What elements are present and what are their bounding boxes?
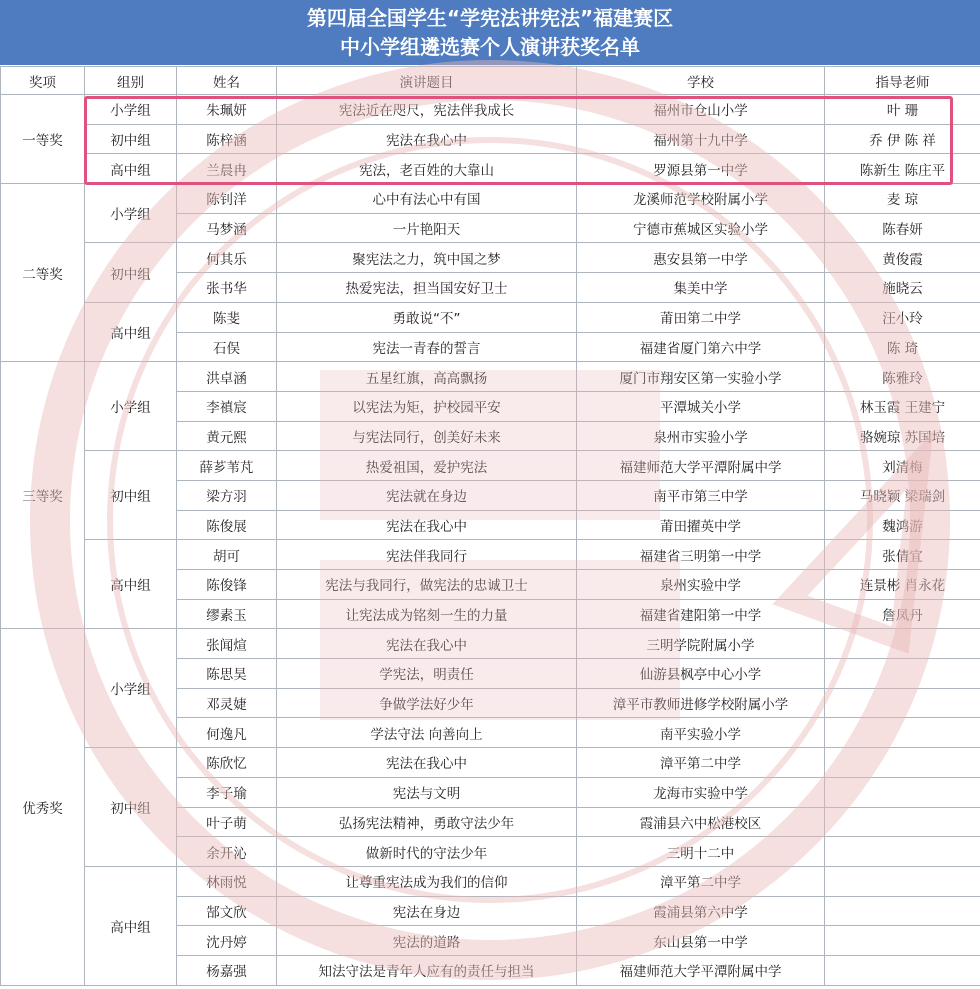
table-row [1, 124, 980, 154]
teacher-cell [825, 807, 980, 837]
teacher-cell [825, 748, 980, 778]
school-cell: 集美中学 [577, 273, 825, 303]
teacher-cell [825, 718, 980, 748]
teacher-cell: 连景彬 肖永花 [825, 570, 980, 600]
school-cell: 宁德市蕉城区实验小学 [577, 213, 825, 243]
name-cell: 陈斐 [177, 302, 277, 332]
name-cell: 陈梓涵 [177, 124, 277, 154]
school-cell: 福建师范大学平潭附属中学 [577, 955, 825, 985]
school-cell: 漳平第二中学 [577, 748, 825, 778]
group-cell: 初中组 [85, 451, 177, 540]
teacher-cell: 黄俊霞 [825, 243, 980, 273]
teacher-cell [825, 629, 980, 659]
name-cell: 马梦涵 [177, 213, 277, 243]
teacher-cell [825, 896, 980, 926]
table-row [1, 95, 980, 125]
school-cell: 龙溪师范学校附属小学 [577, 184, 825, 214]
header-teacher: 指导老师 [825, 67, 980, 95]
group-cell: 小学组 [85, 184, 177, 243]
name-cell: 陈俊展 [177, 510, 277, 540]
school-cell: 霞浦县六中松港校区 [577, 807, 825, 837]
topic-cell: 宪法伴我同行 [277, 540, 577, 570]
name-cell: 陈欣忆 [177, 748, 277, 778]
topic-cell: 知法守法是青年人应有的责任与担当 [277, 955, 577, 985]
topic-cell: 以宪法为矩，护校园平安 [277, 391, 577, 421]
topic-cell: 心中有法心中有国 [277, 184, 577, 214]
header-award: 奖项 [1, 67, 85, 95]
name-cell: 何其乐 [177, 243, 277, 273]
topic-cell: 聚宪法之力，筑中国之梦 [277, 243, 577, 273]
topic-cell: 勇敢说“不” [277, 302, 577, 332]
table-row [1, 243, 980, 273]
teacher-cell: 陈春妍 [825, 213, 980, 243]
topic-cell: 一片艳阳天 [277, 213, 577, 243]
teacher-cell [825, 777, 980, 807]
topic-cell: 让尊重宪法成为我们的信仰 [277, 866, 577, 896]
topic-cell: 宪法在我心中 [277, 510, 577, 540]
school-cell: 仙游县枫亭中心小学 [577, 659, 825, 689]
topic-cell: 宪法的道路 [277, 926, 577, 956]
name-cell: 胡可 [177, 540, 277, 570]
name-cell: 黄元熙 [177, 421, 277, 451]
school-cell: 福建省建阳第一中学 [577, 599, 825, 629]
school-cell: 霞浦县第六中学 [577, 896, 825, 926]
table-row [1, 629, 980, 659]
group-cell: 高中组 [85, 154, 177, 184]
table-row [1, 866, 980, 896]
topic-cell: 让宪法成为铭刻一生的力量 [277, 599, 577, 629]
name-cell: 李子瑜 [177, 777, 277, 807]
name-cell: 陈钊洋 [177, 184, 277, 214]
header-group: 组别 [85, 67, 177, 95]
group-cell: 小学组 [85, 95, 177, 125]
topic-cell: 与宪法同行，创美好未来 [277, 421, 577, 451]
name-cell: 沈丹婷 [177, 926, 277, 956]
topic-cell: 热爱宪法，担当国安好卫士 [277, 273, 577, 303]
teacher-cell: 陈新生 陈庄平 [825, 154, 980, 184]
table-header-row [1, 67, 980, 95]
page-title-line2: 中小学组遴选赛个人演讲获奖名单 [340, 35, 640, 59]
group-cell: 初中组 [85, 243, 177, 302]
school-cell: 泉州实验中学 [577, 570, 825, 600]
topic-cell: 争做学法好少年 [277, 688, 577, 718]
teacher-cell: 乔 伊 陈 祥 [825, 124, 980, 154]
award-cell: 二等奖 [1, 184, 85, 362]
name-cell: 叶子萌 [177, 807, 277, 837]
teacher-cell [825, 866, 980, 896]
topic-cell: 学宪法，明责任 [277, 659, 577, 689]
school-cell: 东山县第一中学 [577, 926, 825, 956]
teacher-cell: 陈 琦 [825, 332, 980, 362]
teacher-cell [825, 837, 980, 867]
teacher-cell: 马晓颖 梁瑞剑 [825, 480, 980, 510]
name-cell: 洪卓涵 [177, 362, 277, 392]
name-cell: 陈俊锋 [177, 570, 277, 600]
table-row [1, 748, 980, 778]
school-cell: 罗源县第一中学 [577, 154, 825, 184]
group-cell: 小学组 [85, 629, 177, 748]
school-cell: 惠安县第一中学 [577, 243, 825, 273]
header-topic: 演讲题目 [277, 67, 577, 95]
name-cell: 杨嘉强 [177, 955, 277, 985]
page-title-banner [0, 0, 980, 65]
topic-cell: 宪法一青春的誓言 [277, 332, 577, 362]
group-cell: 初中组 [85, 748, 177, 867]
topic-cell: 宪法在我心中 [277, 748, 577, 778]
award-cell: 三等奖 [1, 362, 85, 629]
teacher-cell [825, 926, 980, 956]
topic-cell: 学法守法 向善向上 [277, 718, 577, 748]
name-cell: 缪素玉 [177, 599, 277, 629]
group-cell: 高中组 [85, 540, 177, 629]
name-cell: 郜文欣 [177, 896, 277, 926]
name-cell: 石俣 [177, 332, 277, 362]
group-cell: 小学组 [85, 362, 177, 451]
group-cell: 高中组 [85, 866, 177, 985]
teacher-cell: 叶 珊 [825, 95, 980, 125]
table-row [1, 540, 980, 570]
teacher-cell: 刘清梅 [825, 451, 980, 481]
school-cell: 三明十二中 [577, 837, 825, 867]
topic-cell: 宪法，老百姓的大靠山 [277, 154, 577, 184]
table-row [1, 302, 980, 332]
name-cell: 余开沁 [177, 837, 277, 867]
name-cell: 邓灵婕 [177, 688, 277, 718]
school-cell: 龙海市实验中学 [577, 777, 825, 807]
name-cell: 兰晨冉 [177, 154, 277, 184]
teacher-cell [825, 659, 980, 689]
table-row [1, 154, 980, 184]
school-cell: 南平实验小学 [577, 718, 825, 748]
topic-cell: 弘扬宪法精神，勇敢守法少年 [277, 807, 577, 837]
school-cell: 莆田第二中学 [577, 302, 825, 332]
teacher-cell: 张倩宜 [825, 540, 980, 570]
topic-cell: 宪法近在咫尺，宪法伴我成长 [277, 95, 577, 125]
topic-cell: 做新时代的守法少年 [277, 837, 577, 867]
teacher-cell [825, 955, 980, 985]
teacher-cell: 林玉霞 王建宁 [825, 391, 980, 421]
teacher-cell [825, 688, 980, 718]
topic-cell: 宪法在我心中 [277, 629, 577, 659]
table-row [1, 451, 980, 481]
school-cell: 福建省厦门第六中学 [577, 332, 825, 362]
table-row [1, 362, 980, 392]
name-cell: 何逸凡 [177, 718, 277, 748]
topic-cell: 宪法在身边 [277, 896, 577, 926]
table-row [1, 184, 980, 214]
name-cell: 薛芗苇芃 [177, 451, 277, 481]
teacher-cell: 骆婉琼 苏国培 [825, 421, 980, 451]
award-cell: 一等奖 [1, 95, 85, 184]
topic-cell: 宪法在我心中 [277, 124, 577, 154]
school-cell: 福建师范大学平潭附属中学 [577, 451, 825, 481]
award-cell: 优秀奖 [1, 629, 85, 985]
school-cell: 福州市仓山小学 [577, 95, 825, 125]
name-cell: 陈思昊 [177, 659, 277, 689]
teacher-cell: 汪小玲 [825, 302, 980, 332]
name-cell: 张书华 [177, 273, 277, 303]
header-school: 学校 [577, 67, 825, 95]
awards-table-body [1, 95, 980, 986]
school-cell: 福州第十九中学 [577, 124, 825, 154]
teacher-cell: 陈雅玲 [825, 362, 980, 392]
name-cell: 李禛宸 [177, 391, 277, 421]
name-cell: 林雨悦 [177, 866, 277, 896]
name-cell: 张闻煊 [177, 629, 277, 659]
teacher-cell: 詹凤丹 [825, 599, 980, 629]
topic-cell: 宪法与我同行，做宪法的忠诚卫士 [277, 570, 577, 600]
group-cell: 初中组 [85, 124, 177, 154]
school-cell: 漳平第二中学 [577, 866, 825, 896]
school-cell: 厦门市翔安区第一实验小学 [577, 362, 825, 392]
topic-cell: 热爱祖国，爱护宪法 [277, 451, 577, 481]
group-cell: 高中组 [85, 302, 177, 361]
page-title-line1: 第四届全国学生“学宪法讲宪法”福建赛区 [306, 6, 674, 30]
header-name: 姓名 [177, 67, 277, 95]
school-cell: 三明学院附属小学 [577, 629, 825, 659]
topic-cell: 宪法与文明 [277, 777, 577, 807]
teacher-cell: 施晓云 [825, 273, 980, 303]
school-cell: 漳平市教师进修学校附属小学 [577, 688, 825, 718]
school-cell: 平潭城关小学 [577, 391, 825, 421]
awards-table [0, 66, 980, 986]
topic-cell: 五星红旗，高高飘扬 [277, 362, 577, 392]
teacher-cell: 魏鸿游 [825, 510, 980, 540]
teacher-cell: 麦 琼 [825, 184, 980, 214]
name-cell: 梁方羽 [177, 480, 277, 510]
topic-cell: 宪法就在身边 [277, 480, 577, 510]
school-cell: 南平市第三中学 [577, 480, 825, 510]
school-cell: 莆田擢英中学 [577, 510, 825, 540]
name-cell: 朱珮妍 [177, 95, 277, 125]
school-cell: 泉州市实验小学 [577, 421, 825, 451]
school-cell: 福建省三明第一中学 [577, 540, 825, 570]
